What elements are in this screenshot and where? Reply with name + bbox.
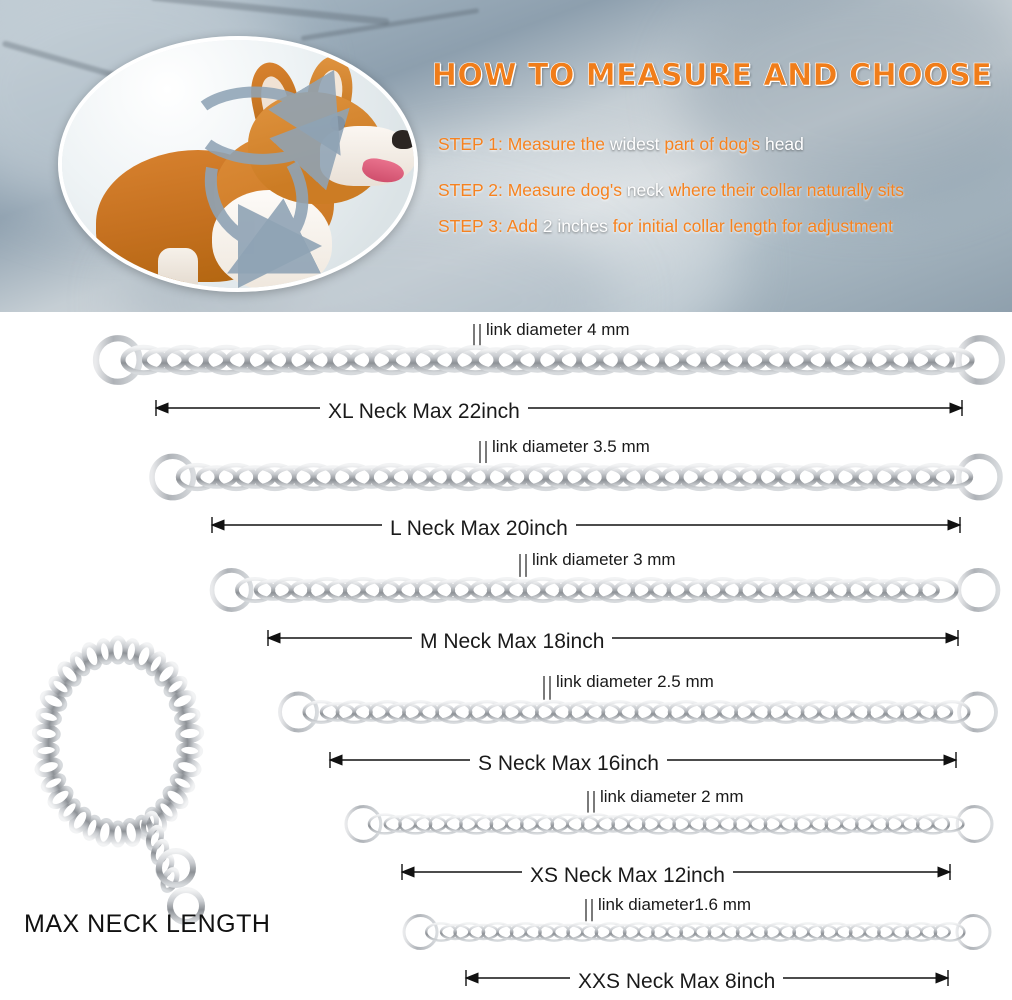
step-2-text: STEP 2: Measure dog's neck where their collar naturally sits — [438, 180, 905, 200]
link-diameter-label-xxs: link diameter1.6 mm — [598, 895, 752, 914]
step-3-text: STEP 3: Add 2 inches for initial collar length for adjustment — [438, 216, 893, 236]
link-diameter-label-l: link diameter 3.5 mm — [492, 437, 650, 456]
size-label-xs: XS Neck Max 12inch — [522, 864, 733, 888]
size-chart-area — [0, 312, 1012, 1000]
size-label-m: M Neck Max 18inch — [412, 630, 612, 654]
max-neck-length-label: MAX NECK LENGTH — [24, 910, 271, 938]
size-label-xl: XL Neck Max 22inch — [320, 400, 528, 424]
size-label-l: L Neck Max 20inch — [382, 517, 576, 541]
size-label-s: S Neck Max 16inch — [470, 752, 667, 776]
link-diameter-label-xl: link diameter 4 mm — [486, 320, 630, 339]
link-diameter-label-s: link diameter 2.5 mm — [556, 672, 714, 691]
page-title: HOW TO MEASURE AND CHOOSE — [431, 58, 993, 93]
size-label-xxs: XXS Neck Max 8inch — [570, 970, 783, 994]
link-diameter-label-xs: link diameter 2 mm — [600, 787, 744, 806]
link-diameter-label-m: link diameter 3 mm — [532, 550, 676, 569]
header-banner — [0, 0, 1012, 312]
measuring-arrows — [62, 40, 414, 288]
background-blur-blob — [680, 0, 1012, 210]
step-1-text: STEP 1: Measure the widest part of dog's head — [438, 134, 804, 154]
corgi-dog-photo — [58, 36, 418, 292]
